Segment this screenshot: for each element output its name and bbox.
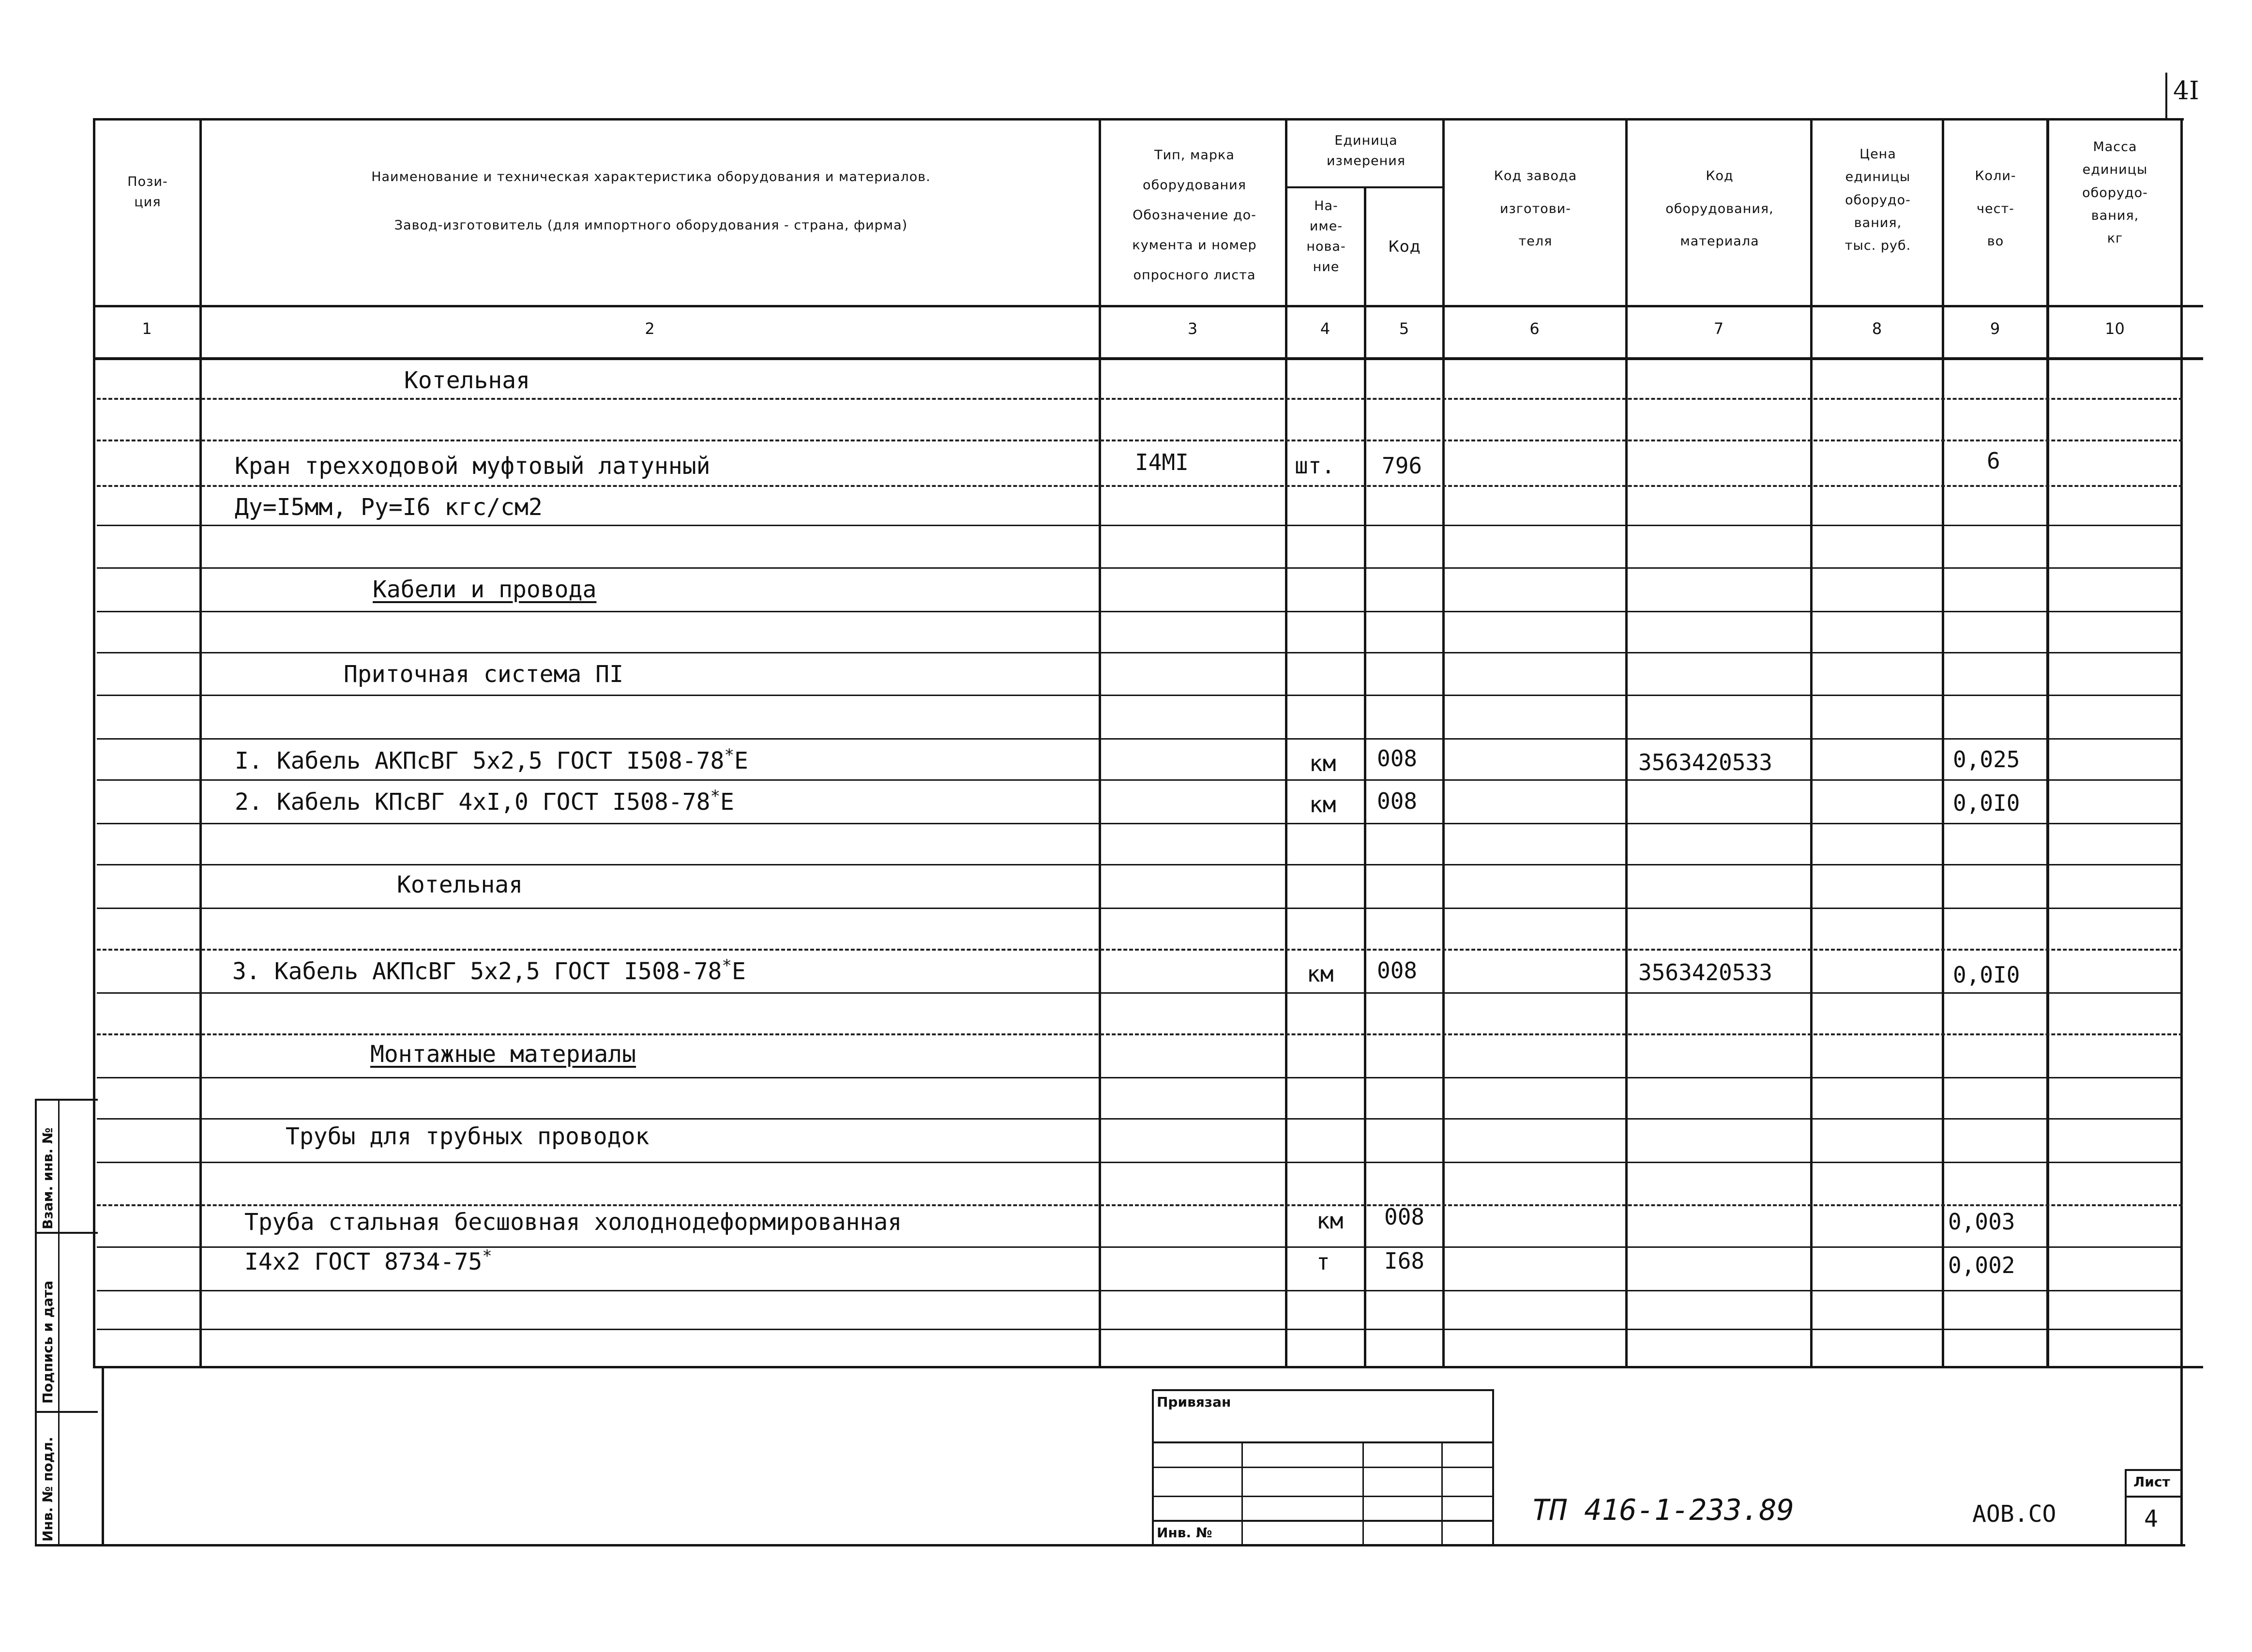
header-name-line2: Завод-изготовитель (для импортного оборудования - страна, фирма) [394,218,908,233]
item-cable-2-unit: км [1309,791,1336,818]
sheet-number: 4 [2144,1505,2158,1532]
section-supply-system: Приточная система ПI [344,661,623,688]
item-valve-unit: шт. [1295,453,1335,479]
item-valve-qty: 6 [1987,448,2000,474]
sheet-bottom-border [99,1544,2185,1546]
col-number-5: 5 [1399,319,1409,338]
col-number-4: 4 [1320,319,1330,338]
item-cable-1-qty: 0,025 [1953,746,2020,773]
item-cable-1-unit: км [1309,750,1336,776]
item-pipe-name: Труба стальная бесшовная холоднодеформированная [244,1209,902,1236]
section-kotelnaya-2: Котельная [397,871,523,898]
section-cables: Кабели и провода [373,576,597,603]
item-pipe-gost: I4х2 ГОСТ 8734-75* [244,1246,492,1275]
col-number-3: 3 [1187,319,1198,338]
col-number-8: 8 [1872,319,1882,338]
header-name-line1: Наименование и техническая характеристика оборудования и материалов. [371,169,931,184]
item-valve-params: Ду=I5мм, Ру=I6 кгс/см2 [235,494,543,521]
section-kotelnaya: Котельная [404,367,530,394]
sheet-label: Лист [2133,1474,2170,1490]
header-equipment-code: Код оборудования, материала [1665,168,1774,249]
item-pipe-unit: км [1316,1208,1344,1234]
item-cable-1-eqcode: 3563420533 [1638,749,1772,775]
header-mass: Масса единицы оборудо- вания, кг [2082,139,2148,246]
item-cable-3: 3. Кабель АКПсВГ 5х2,5 ГОСТ I508-78*Е [232,956,746,985]
col-number-2: 2 [645,319,655,338]
item-cable-1-code: 008 [1377,745,1418,772]
item-cable-3-unit: км [1307,961,1334,987]
item-cable-3-code: 008 [1377,957,1418,984]
header-price: Цена единицы оборудо- вания, тыс. руб. [1844,147,1911,253]
col-number-9: 9 [1990,319,2000,338]
col-number-6: 6 [1529,319,1540,338]
stamp-privyazan: Привязан [1157,1394,1231,1410]
item-cable-1: I. Кабель АКПсВГ 5х2,5 ГОСТ I508-78*Е [235,745,748,774]
side-label-podpis: Подпись и дата [40,1280,56,1404]
item-pipe-mass-qty: 0,002 [1948,1252,2015,1278]
header-unit-code: Код [1388,237,1421,256]
header-factory-code: Код завода изготови- теля [1494,168,1577,249]
item-cable-2: 2. Кабель КПсВГ 4хI,0 ГОСТ I508-78*Е [235,787,734,816]
stamp-inv-no: Инв. № [1157,1525,1212,1541]
item-valve-name: Кран трехходовой муфтовый латунный [235,453,710,480]
doc-code: ТП 416-1-233.89 [1532,1493,1794,1527]
item-pipe-code: 008 [1384,1204,1425,1230]
table-top-border [93,118,2184,121]
item-pipe-mass-code: I68 [1384,1248,1425,1274]
item-cable-2-code: 008 [1377,788,1418,814]
header-position: Пози- ция [127,174,168,210]
side-label-vzam: Взам. инв. № [40,1127,56,1229]
section-mounting-materials: Монтажные материалы [370,1041,636,1068]
item-cable-2-qty: 0,0I0 [1953,790,2020,816]
item-cable-3-eqcode: 3563420533 [1638,959,1772,985]
col-number-7: 7 [1713,319,1724,338]
item-cable-3-qty: 0,0I0 [1953,962,2020,988]
section-pipes: Трубы для трубных проводок [286,1123,650,1150]
col-number-10: 10 [2105,319,2125,338]
page-number: 4I [2173,76,2199,106]
item-pipe-qty: 0,003 [1948,1209,2015,1235]
item-pipe-mass-unit: т [1316,1249,1330,1275]
header-unit-group: Единица измерения [1326,133,1406,168]
header-unit-name: На- име- нова- ние [1306,198,1346,274]
side-label-inv-podl: Инв. № подл. [40,1437,56,1542]
col-number-1: 1 [142,319,152,338]
item-valve-type: I4МI [1135,449,1189,475]
item-valve-code: 796 [1382,453,1422,479]
header-type: Тип, марка оборудования Обозначение до- кумента и номер опросного листа [1132,148,1257,283]
doc-mark: АОВ.СО [1972,1500,2056,1528]
header-quantity: Коли- чест- во [1975,168,2016,249]
